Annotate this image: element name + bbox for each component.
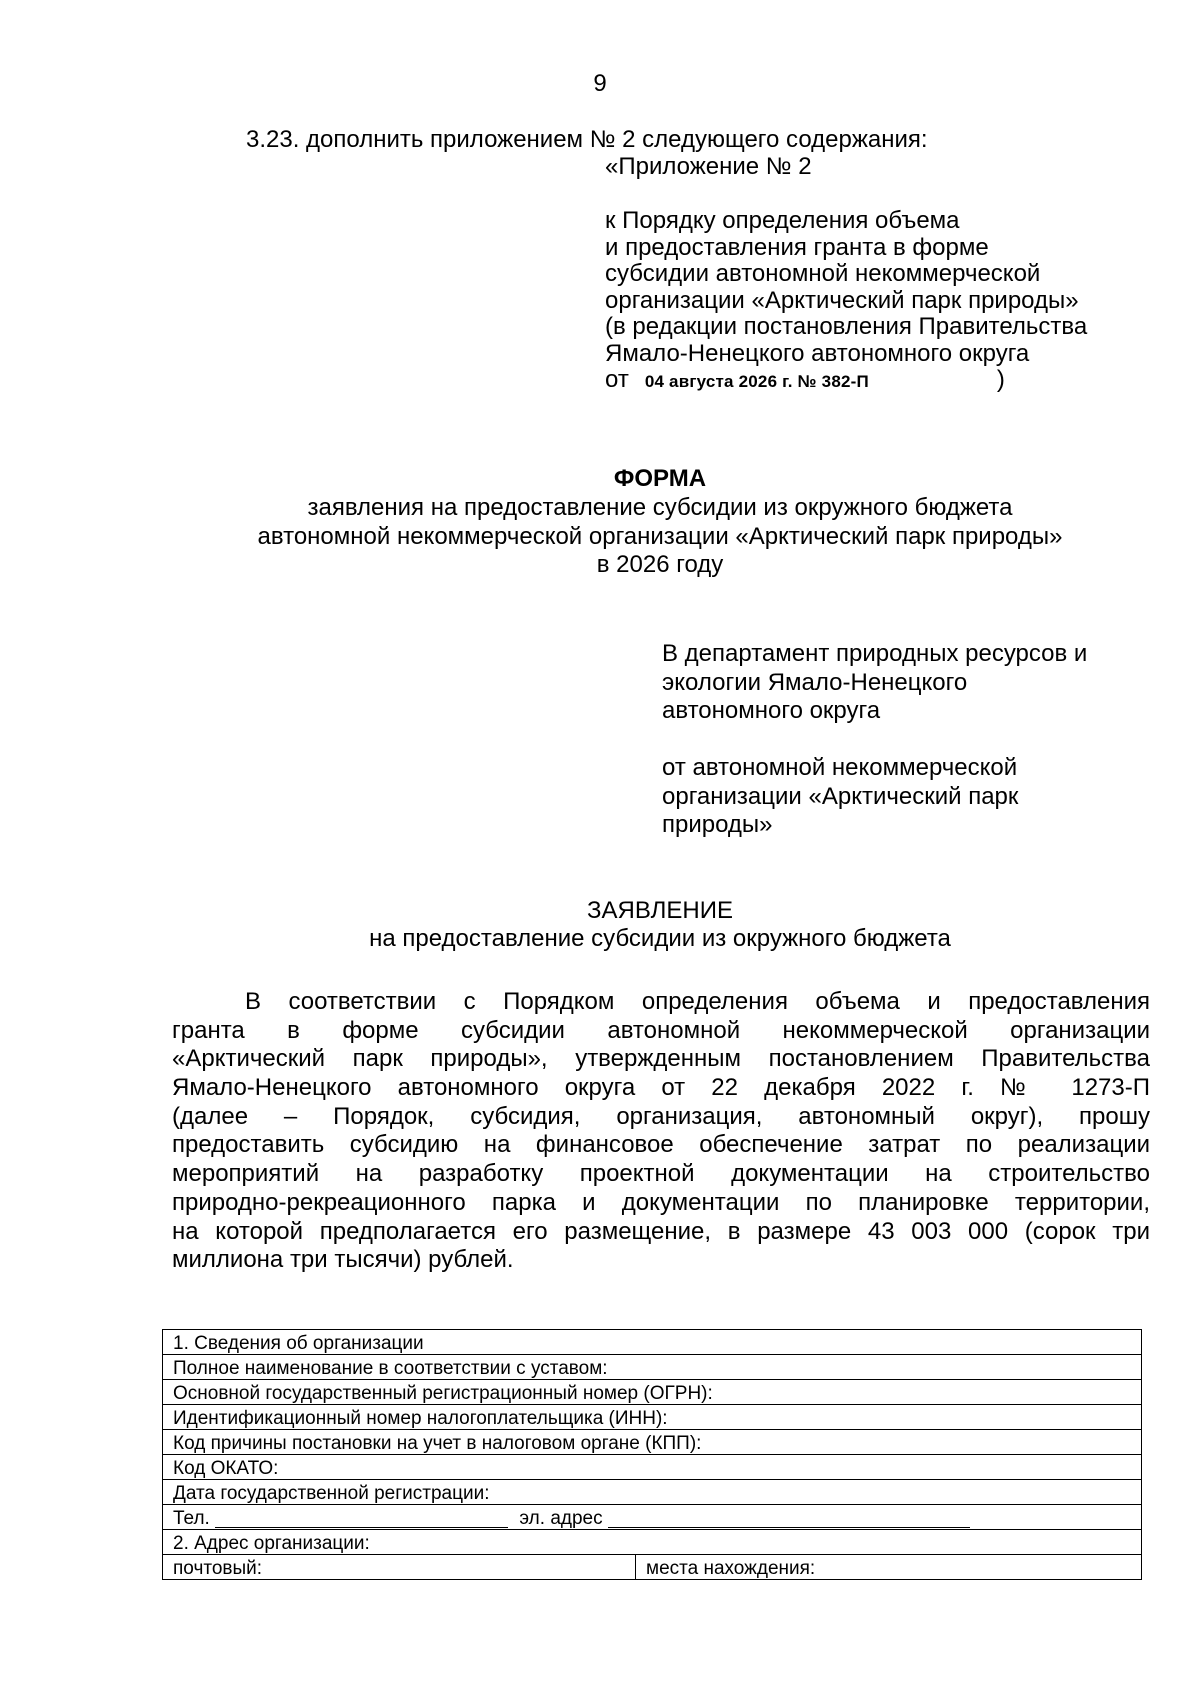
paragraph-line: (далее – Порядок, субсидия, организация, автономный округ), прошу xyxy=(172,1102,1150,1130)
table-row xyxy=(163,1530,1142,1555)
addressee-line: организации «Арктический парк xyxy=(662,782,1019,810)
contacts-field xyxy=(163,1505,1142,1530)
amendment-line: 3.23. дополнить приложением № 2 следующего содержания: xyxy=(246,126,928,153)
appendix-line: к Порядку определения объема xyxy=(605,207,960,234)
paragraph-line: гранта в форме субсидии автономной некоммерческой организации xyxy=(172,1016,1150,1044)
paragraph-line: предоставить субсидию на финансовое обеспечение затрат по реализации xyxy=(172,1131,1150,1159)
paragraph-line: В соответствии с Порядком определения объема и предоставления xyxy=(245,988,1150,1015)
paragraph-line: Ямало-Ненецкого автономного округа от 22 декабря 2022 г. № 1273-П xyxy=(172,1074,1150,1102)
page-number: 9 xyxy=(593,70,607,97)
statement-subtitle-text: на предоставление субсидии из окружного бюджета xyxy=(369,925,951,952)
inn-field[interactable]: Идентификационный номер налогоплательщика (ИНН): xyxy=(163,1405,1142,1430)
paragraph-line: мероприятий на разработку проектной документации на строительство xyxy=(172,1160,1150,1188)
close-paren: ) xyxy=(996,366,1005,393)
form-heading-line: в 2026 году xyxy=(596,551,724,578)
appendix-line: и предоставления гранта в форме xyxy=(605,233,989,261)
table-row xyxy=(163,1330,1142,1355)
form-heading-line: заявления на предоставление субсидии из окружного бюджета xyxy=(307,494,1013,521)
addressee-line: автономного округа xyxy=(662,697,881,724)
addressee-line: В департамент природных ресурсов и xyxy=(662,640,1088,667)
postal-address-field[interactable]: почтовый: xyxy=(163,1555,636,1580)
location-address-field[interactable]: места нахождения: xyxy=(636,1555,1142,1580)
paragraph-line: природно-рекреационного парка и документации по планировке территории, xyxy=(172,1188,1150,1216)
decree-line xyxy=(605,367,1087,396)
statement-title-text: ЗАЯВЛЕНИЕ xyxy=(587,897,733,924)
section-heading: 2. Адрес организации: xyxy=(163,1530,1142,1555)
addressee-to xyxy=(662,640,1087,726)
addressee-from xyxy=(662,754,1018,840)
paragraph-line: миллиона три тысячи) рублей. xyxy=(172,1246,514,1274)
phone-blank[interactable] xyxy=(215,1509,508,1528)
from-label: от xyxy=(605,366,629,393)
form-subheading xyxy=(0,494,1200,580)
ogrn-field[interactable]: Основной государственный регистрационный номер (ОГРН): xyxy=(163,1380,1142,1405)
table-row xyxy=(163,1480,1142,1505)
table-row xyxy=(163,1555,1142,1580)
form-heading-line: автономной некоммерческой организации «Арктический парк природы» xyxy=(257,522,1063,550)
table-row xyxy=(163,1430,1142,1455)
decree-date-stamp: 04 августа 2026 г. № 382-П xyxy=(644,372,869,391)
addressee-line: экологии Ямало-Ненецкого xyxy=(662,668,968,696)
table-row xyxy=(163,1355,1142,1380)
section-heading: 1. Сведения об организации xyxy=(163,1330,1142,1355)
paragraph-line: «Арктический парк природы», утвержденным постановлением Правительства xyxy=(172,1045,1150,1073)
table-row xyxy=(163,1455,1142,1480)
appendix-reference xyxy=(605,208,1087,396)
appendix-line: (в редакции постановления Правительства xyxy=(605,313,1088,340)
kpp-field[interactable]: Код причины постановки на учет в налоговом органе (КПП): xyxy=(163,1430,1142,1455)
okato-field[interactable]: Код ОКАТО: xyxy=(163,1455,1142,1480)
appendix-line: субсидии автономной некоммерческой xyxy=(605,260,1041,287)
registration-date-field[interactable]: Дата государственной регистрации: xyxy=(163,1480,1142,1505)
statement-subtitle xyxy=(0,926,1200,953)
paragraph-line: на которой предполагается его размещение, в размере 43 003 000 (сорок три xyxy=(172,1217,1150,1245)
phone-label: Тел. xyxy=(173,1508,210,1529)
appendix-title-text: «Приложение № 2 xyxy=(605,153,812,180)
appendix-title xyxy=(605,154,812,181)
appendix-line: Ямало-Ненецкого автономного округа xyxy=(605,339,1030,367)
statement-paragraph xyxy=(172,988,1150,1275)
addressee-line: природы» xyxy=(662,811,773,838)
form-title: ФОРМА xyxy=(613,465,707,492)
email-blank[interactable] xyxy=(608,1509,970,1528)
email-label: эл. адрес xyxy=(519,1508,603,1529)
form-heading xyxy=(0,466,1200,493)
full-name-field[interactable]: Полное наименование в соответствии с уставом: xyxy=(163,1355,1142,1380)
organization-info-table xyxy=(162,1329,1142,1580)
table-row xyxy=(163,1505,1142,1530)
addressee-line: от автономной некоммерческой xyxy=(662,754,1018,781)
table-row xyxy=(163,1380,1142,1405)
appendix-line: организации «Арктический парк природы» xyxy=(605,286,1079,314)
table-row xyxy=(163,1405,1142,1430)
statement-title xyxy=(0,898,1200,925)
